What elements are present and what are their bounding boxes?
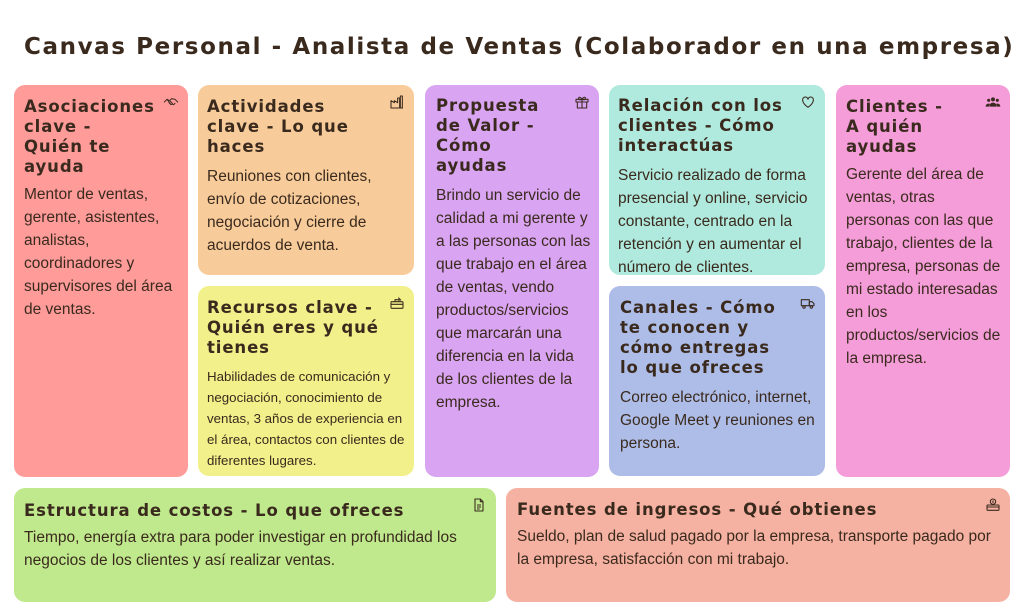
card-asociaciones	[14, 85, 188, 477]
card-heading: Propuesta de Valor - Cómo ayudas	[436, 96, 540, 175]
card-canales	[609, 286, 825, 476]
page-title: Canvas Personal - Analista de Ventas (Colaborador en una empresa)	[24, 34, 1015, 60]
card-ingresos	[506, 488, 1010, 602]
card-body: Servicio realizado de forma presencial y online, servicio constante, centrado en la retención y en aumentar el número de clientes.	[618, 167, 808, 275]
truck-icon	[799, 294, 817, 312]
card-actividades	[198, 85, 414, 275]
card-propuesta	[425, 85, 599, 477]
card-body: Tiempo, energía extra para poder investigar en profundidad los negocios de los clientes y así realizar ventas.	[24, 529, 457, 569]
card-body: Habilidades de comunicación y negociación, conocimiento de ventas, 3 años de experiencia en el área, contactos con clientes de diferentes lugares.	[207, 369, 405, 468]
toolbox-icon	[388, 294, 406, 312]
card-recursos	[198, 286, 414, 476]
document-icon	[470, 496, 488, 514]
card-body: Reuniones con clientes, envío de cotizaciones, negociación y cierre de acuerdos de venta.	[207, 168, 372, 254]
card-body: Correo electrónico, internet, Google Meet y reuniones en persona.	[620, 389, 815, 452]
card-clientes	[836, 85, 1010, 477]
card-heading: Actividades clave - Lo que haces	[207, 97, 349, 156]
handshake-icon	[162, 93, 180, 111]
card-heading: Recursos clave - Quién eres y qué tienes	[207, 298, 379, 357]
card-heading: Asociaciones clave - Quién te ayuda	[24, 97, 155, 176]
card-heading: Canales - Cómo te conocen y cómo entregas lo que ofreces	[620, 298, 776, 377]
card-heading: Relación con los clientes - Cómo interactúas	[618, 96, 783, 155]
card-body: Gerente del área de ventas, otras personas con las que trabajo, clientes de la empresa, personas de mi estado interesadas en los productos/servicios de la empresa.	[846, 166, 1001, 367]
card-costos	[14, 488, 496, 602]
card-body: Mentor de ventas, gerente, asistentes, analistas, coordinadores y supervisores del área de ventas.	[24, 186, 173, 318]
gift-icon	[573, 93, 591, 111]
money-box-icon	[984, 496, 1002, 514]
card-body: Sueldo, plan de salud pagado por la empresa, transporte pagado por la empresa, satisfacción con mi trabajo.	[517, 528, 991, 568]
card-relacion	[609, 85, 825, 275]
users-icon	[984, 93, 1002, 111]
card-heading: Estructura de costos - Lo que ofreces	[24, 501, 405, 520]
card-heading: Clientes - A quién ayudas	[846, 97, 943, 156]
factory-icon	[388, 93, 406, 111]
card-heading: Fuentes de ingresos - Qué obtienes	[517, 500, 878, 519]
heart-icon	[799, 93, 817, 111]
card-body: Brindo un servicio de calidad a mi gerente y a las personas con las que trabajo en el área de ventas, vendo productos/servicios que marcarán una diferencia en la vida de los clientes de la empresa.	[436, 187, 591, 411]
